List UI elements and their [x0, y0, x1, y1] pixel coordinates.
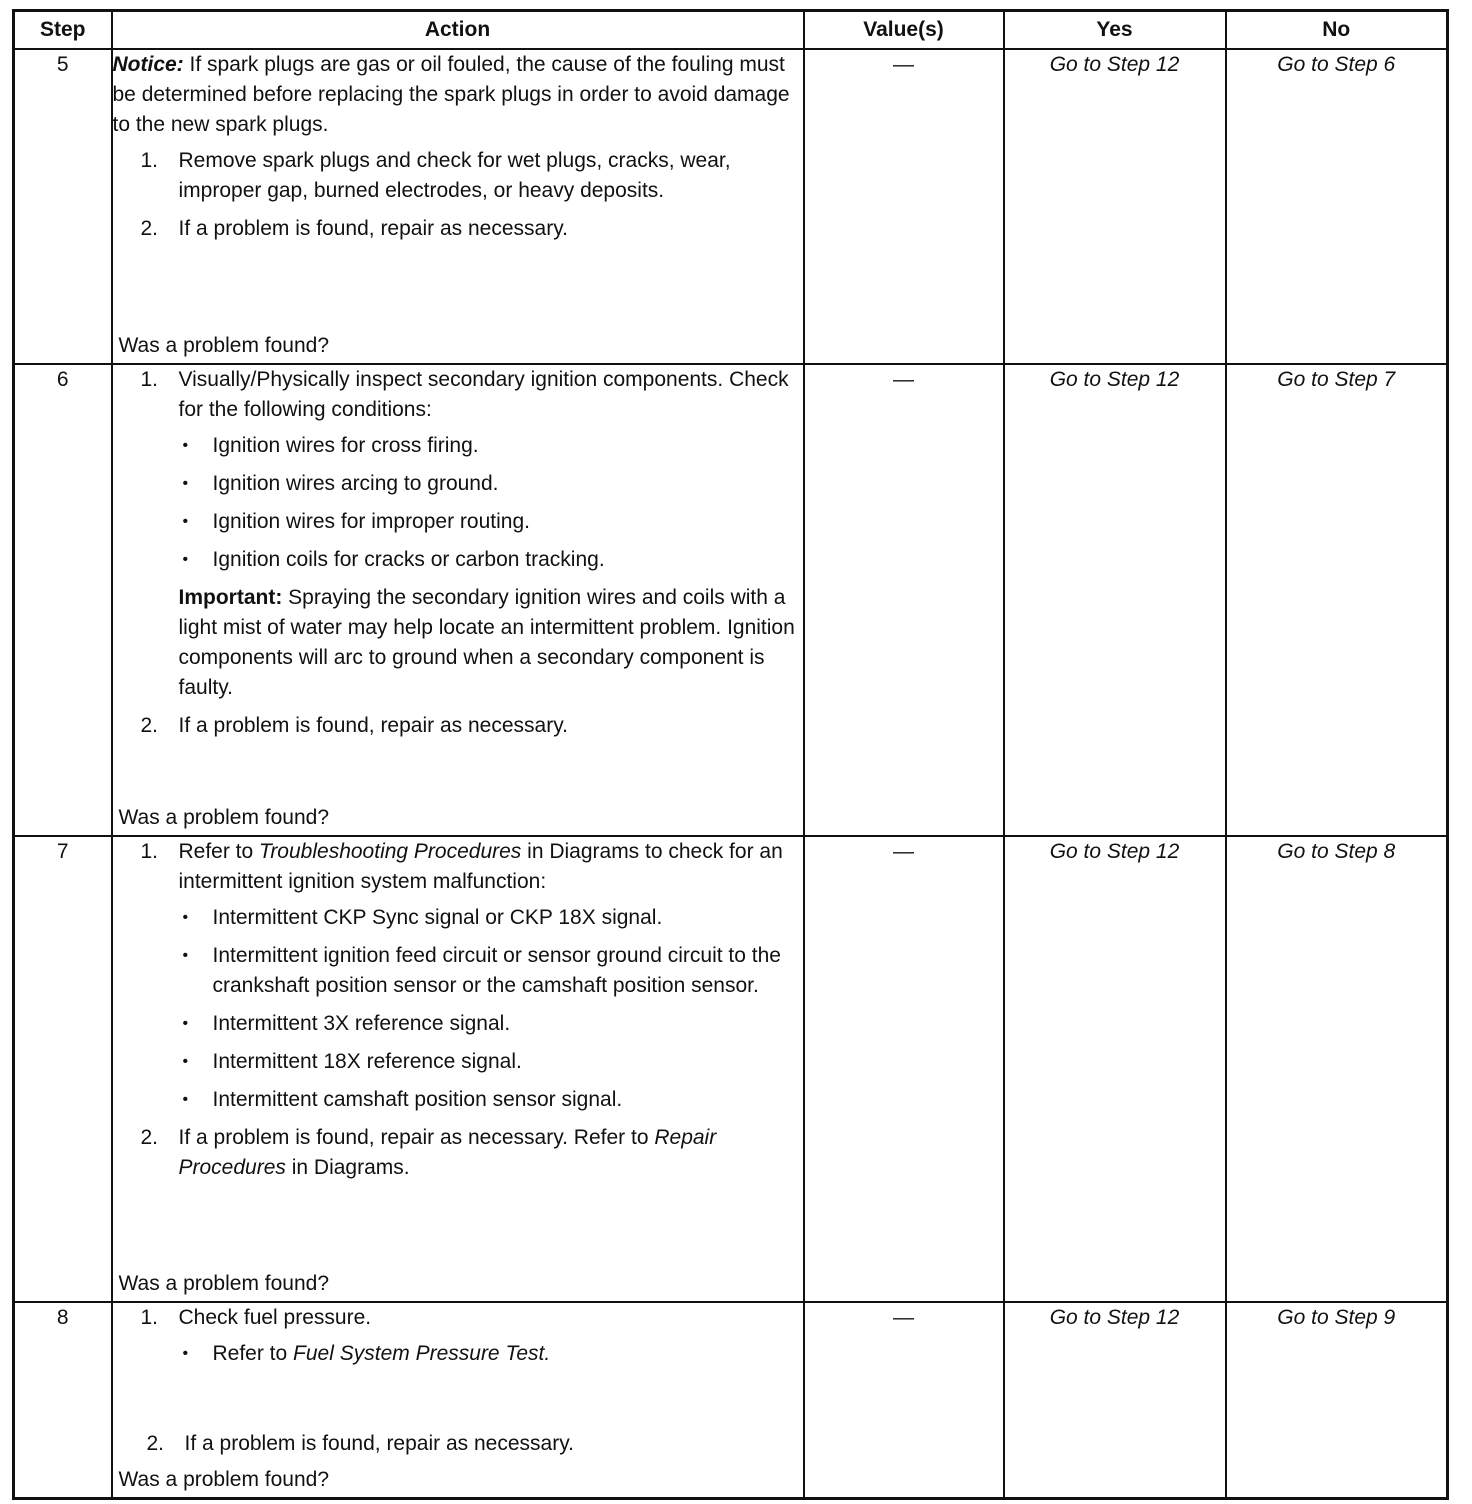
bullet-item: • Intermittent ignition feed circuit or sensor ground circuit to the crankshaft position sensor or the camshaft position sensor. [179, 941, 803, 1001]
malfunction-list [179, 903, 803, 1115]
list-item [113, 837, 803, 1115]
bullet-item: • Ignition wires for cross firing. [179, 431, 803, 461]
step-number: 8 [14, 1302, 112, 1498]
no-cell: Go to Step 6 [1226, 49, 1448, 364]
bullet-item: • Ignition wires for improper routing. [179, 507, 803, 537]
item-text: Check fuel pressure. [178, 1306, 372, 1329]
notice-label: Notice: [112, 53, 184, 76]
value-cell: — [804, 1302, 1004, 1498]
list-item [113, 1303, 803, 1369]
action-cell [112, 836, 804, 1302]
item-text-pre: If a problem is found, repair as necessary. Refer to [178, 1126, 655, 1149]
list-item [113, 711, 803, 741]
yes-cell: Go to Step 12 [1004, 836, 1226, 1302]
value-cell: — [804, 49, 1004, 364]
header-step: Step [14, 11, 112, 50]
item-number: 2. [140, 1126, 159, 1149]
header-no: No [1226, 11, 1448, 50]
action-steps [113, 837, 803, 1183]
list-item [113, 1123, 803, 1183]
question-text: Was a problem found? [118, 806, 330, 829]
action-cell [112, 364, 804, 836]
action-cell [112, 49, 804, 364]
action-steps-2 [119, 1429, 799, 1459]
item-text: If a problem is found, repair as necessary. [184, 1431, 574, 1455]
value-cell: — [804, 836, 1004, 1302]
notice-paragraph [113, 50, 803, 140]
bullet-item: • Intermittent CKP Sync signal or CKP 18X signal. [179, 903, 803, 933]
item-number: 1. [140, 840, 159, 863]
item-text-post: in Diagrams to check for an intermittent ignition system malfunction: [178, 840, 783, 893]
condition-list [179, 431, 803, 575]
item-text: Visually/Physically inspect secondary ignition components. Check for the following conditions: [178, 368, 789, 421]
action-steps [113, 1303, 803, 1369]
item-2-wrap [119, 1429, 799, 1459]
table-row-step-5 [14, 49, 1448, 364]
step-number: 7 [14, 836, 112, 1302]
item-number: 1. [140, 1306, 159, 1329]
header-row [14, 11, 1448, 50]
fuel-list [179, 1339, 803, 1369]
list-item [119, 1429, 799, 1459]
no-cell: Go to Step 7 [1226, 364, 1448, 836]
action-steps [113, 146, 803, 244]
header-values: Value(s) [804, 11, 1004, 50]
list-item [113, 146, 803, 206]
item-text-post: in Diagrams. [285, 1156, 410, 1179]
item-text: If a problem is found, repair as necessary. [178, 217, 568, 240]
yes-cell: Go to Step 12 [1004, 49, 1226, 364]
question-text: Was a problem found? [118, 1272, 330, 1295]
question-text: Was a problem found? [118, 1467, 330, 1491]
bullet-item: • Intermittent 18X reference signal. [179, 1047, 803, 1077]
action-cell [112, 1302, 804, 1498]
yes-cell: Go to Step 12 [1004, 1302, 1226, 1498]
table-row-step-7 [14, 836, 1448, 1302]
bullet-text-pre: Refer to [212, 1342, 294, 1365]
no-cell: Go to Step 8 [1226, 836, 1448, 1302]
troubleshooting-procedures-ref: Troubleshooting Procedures [259, 840, 522, 863]
item-number: 2. [146, 1431, 165, 1455]
no-cell: Go to Step 9 [1226, 1302, 1448, 1498]
header-action: Action [112, 11, 804, 50]
bullet-item: • Ignition wires arcing to ground. [179, 469, 803, 499]
fuel-system-pressure-test-ref: Fuel System Pressure Test. [293, 1342, 551, 1365]
bullet-item: • Intermittent 3X reference signal. [179, 1009, 803, 1039]
important-text: Spraying the secondary ignition wires and coils with a light mist of water may help locate an intermittent problem. Ignition components will arc to ground when a secondary component is faulty. [178, 586, 795, 699]
item-number: 1. [140, 149, 159, 172]
table-row-step-8 [14, 1302, 1448, 1498]
item-text: Remove spark plugs and check for wet plugs, cracks, wear, improper gap, burned electrodes, or heavy deposits. [178, 149, 731, 202]
item-text-pre: Refer to [178, 840, 260, 863]
bullet-item: • Ignition coils for cracks or carbon tracking. [179, 545, 803, 575]
list-item [113, 365, 803, 703]
step-number: 6 [14, 364, 112, 836]
item-number: 2. [140, 714, 159, 737]
yes-cell: Go to Step 12 [1004, 364, 1226, 836]
important-label: Important: [178, 586, 283, 609]
header-yes: Yes [1004, 11, 1226, 50]
item-number: 2. [140, 217, 159, 240]
question-text: Was a problem found? [118, 334, 330, 357]
notice-text: If spark plugs are gas or oil fouled, the cause of the fouling must be determined before replacing the spark plugs in order to avoid damage to the new spark plugs. [112, 53, 790, 136]
action-steps [113, 365, 803, 741]
bullet-item: • Intermittent camshaft position sensor signal. [179, 1085, 803, 1115]
value-cell: — [804, 364, 1004, 836]
diagnostic-table [12, 9, 1449, 1500]
bullet-item [179, 1339, 803, 1369]
table-row-step-6 [14, 364, 1448, 836]
step-number: 5 [14, 49, 112, 364]
item-number: 1. [140, 368, 159, 391]
repair-procedures-ref: Repair Procedures [178, 1126, 717, 1179]
important-note [179, 583, 803, 703]
list-item [113, 214, 803, 244]
item-text: If a problem is found, repair as necessary. [178, 714, 568, 737]
